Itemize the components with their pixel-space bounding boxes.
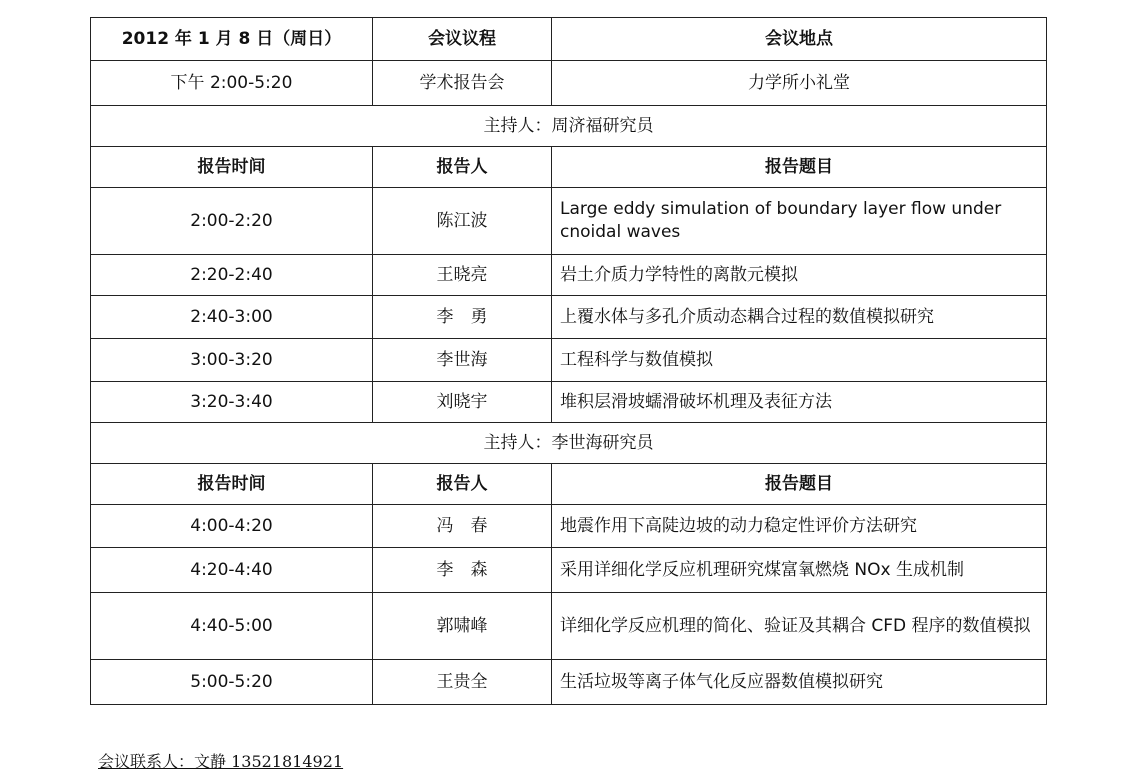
talk-speaker: 李 勇: [373, 296, 552, 339]
talk-time: 4:20-4:40: [91, 548, 373, 593]
column-header-row: [91, 464, 1047, 505]
talk-topic: 详细化学反应机理的简化、验证及其耦合 CFD 程序的数值模拟: [552, 593, 1047, 660]
col-speaker-header: 报告人: [373, 464, 552, 505]
header-row: [91, 18, 1047, 61]
table-row: [91, 188, 1047, 255]
col-topic-header: 报告题目: [552, 464, 1047, 505]
talk-time: 3:20-3:40: [91, 382, 373, 423]
date-cell: 2012 年 1 月 8 日（周日）: [91, 18, 373, 61]
session-host: 主持人：周济福研究员: [91, 106, 1047, 147]
talk-time: 2:00-2:20: [91, 188, 373, 255]
talk-speaker: 李 森: [373, 548, 552, 593]
col-time-header: 报告时间: [91, 147, 373, 188]
table-row: [91, 382, 1047, 423]
talk-speaker: 王贵全: [373, 660, 552, 705]
talk-speaker: 陈江波: [373, 188, 552, 255]
table-row: [91, 339, 1047, 382]
table-row: [91, 255, 1047, 296]
agenda-label: 会议议程: [373, 18, 552, 61]
talk-topic: 采用详细化学反应机理研究煤富氧燃烧 NOx 生成机制: [552, 548, 1047, 593]
talk-topic: 上覆水体与多孔介质动态耦合过程的数值模拟研究: [552, 296, 1047, 339]
col-speaker-header: 报告人: [373, 147, 552, 188]
contact-line: 会议联系人：文静 13521814921: [98, 752, 344, 771]
venue-label: 会议地点: [552, 18, 1047, 61]
overview-row: [91, 61, 1047, 106]
overview-venue: 力学所小礼堂: [552, 61, 1047, 106]
table-row: [91, 505, 1047, 548]
talk-time: 3:00-3:20: [91, 339, 373, 382]
talk-speaker: 李世海: [373, 339, 552, 382]
talk-topic: 生活垃圾等离子体气化反应器数值模拟研究: [552, 660, 1047, 705]
overview-event: 学术报告会: [373, 61, 552, 106]
session-host: 主持人：李世海研究员: [91, 423, 1047, 464]
talk-time: 5:00-5:20: [91, 660, 373, 705]
talk-time: 4:00-4:20: [91, 505, 373, 548]
talk-time: 2:40-3:00: [91, 296, 373, 339]
overview-time: 下午 2:00-5:20: [91, 61, 373, 106]
column-header-row: [91, 147, 1047, 188]
talk-topic: Large eddy simulation of boundary layer flow under cnoidal waves: [552, 188, 1047, 255]
talk-topic: 岩土介质力学特性的离散元模拟: [552, 255, 1047, 296]
talk-time: 4:40-5:00: [91, 593, 373, 660]
session-host-row: [91, 106, 1047, 147]
session-host-row: [91, 423, 1047, 464]
talk-topic: 堆积层滑坡蠕滑破坏机理及表征方法: [552, 382, 1047, 423]
talk-speaker: 冯 春: [373, 505, 552, 548]
table-row: [91, 593, 1047, 660]
talk-topic: 地震作用下高陡边坡的动力稳定性评价方法研究: [552, 505, 1047, 548]
talk-speaker: 王晓亮: [373, 255, 552, 296]
col-topic-header: 报告题目: [552, 147, 1047, 188]
table-row: [91, 296, 1047, 339]
col-time-header: 报告时间: [91, 464, 373, 505]
talk-topic: 工程科学与数值模拟: [552, 339, 1047, 382]
agenda-table: [90, 17, 1047, 705]
talk-time: 2:20-2:40: [91, 255, 373, 296]
table-row: [91, 548, 1047, 593]
talk-speaker: 刘晓宇: [373, 382, 552, 423]
talk-speaker: 郭啸峰: [373, 593, 552, 660]
table-row: [91, 660, 1047, 705]
